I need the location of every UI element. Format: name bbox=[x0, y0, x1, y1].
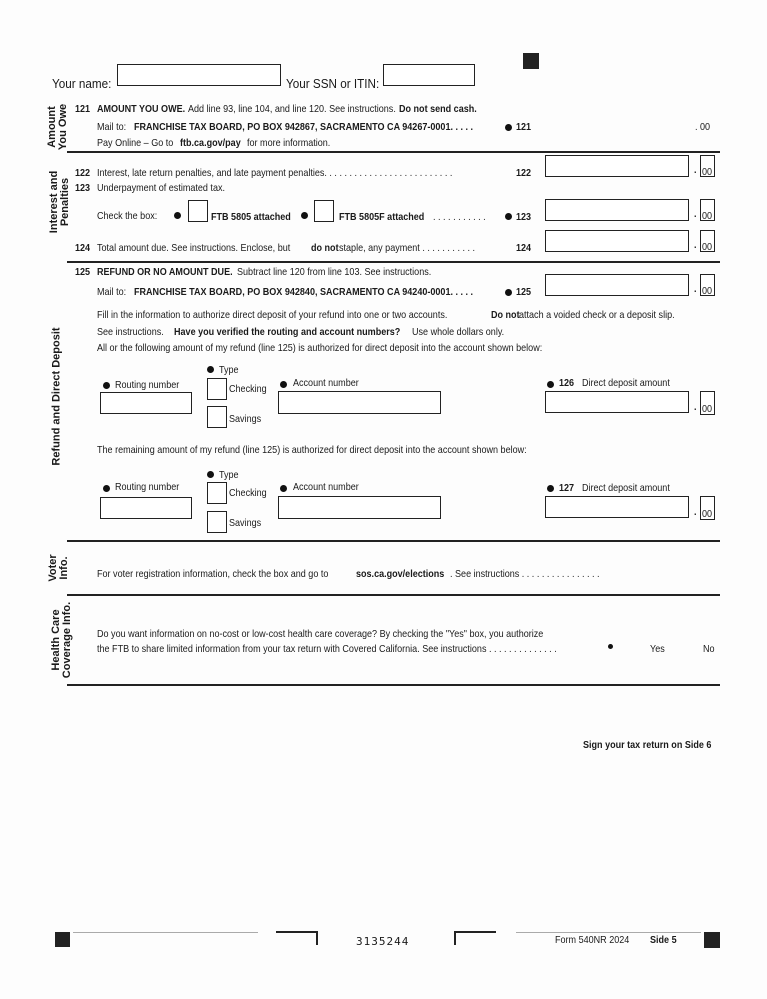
dd-remaining-text: The remaining amount of my refund (line 125) is authorized for direct deposit into the account shown below: bbox=[97, 444, 527, 456]
dd2-account-input[interactable] bbox=[278, 496, 441, 519]
dd-intro1-a: Fill in the information to authorize direct deposit of your refund into one or two accounts. bbox=[97, 309, 448, 321]
dd-intro2-b: Have you verified the routing and account numbers? bbox=[174, 326, 401, 338]
line126-label: Direct deposit amount bbox=[582, 377, 670, 389]
form-side: Side 5 bbox=[650, 934, 677, 946]
line123-opt1-label: FTB 5805 attached bbox=[211, 211, 291, 223]
bullet-icon bbox=[174, 212, 181, 219]
line121-ref: 121 bbox=[516, 121, 532, 133]
dd1-routing-label: Routing number bbox=[115, 379, 180, 391]
decimal-point: . bbox=[694, 401, 697, 413]
line124-text-b: do not bbox=[311, 242, 339, 254]
dd1-savings-label: Savings bbox=[229, 413, 262, 425]
line126-ref: 126 bbox=[559, 377, 575, 389]
dd-intro2-a: See instructions. bbox=[97, 326, 164, 338]
line121-warning: Do not send cash. bbox=[399, 103, 477, 115]
dd2-savings-label: Savings bbox=[229, 517, 262, 529]
bullet-icon bbox=[505, 213, 512, 220]
line121-pay-suffix: for more information. bbox=[247, 137, 331, 149]
line122-number: 122 bbox=[75, 167, 91, 179]
dd2-type-label: Type bbox=[219, 469, 239, 481]
line125-number: 125 bbox=[75, 266, 91, 278]
line122-cents: 00 bbox=[702, 166, 713, 178]
dd2-checking-label: Checking bbox=[229, 487, 267, 499]
ssn-label: Your SSN or ITIN: bbox=[286, 76, 380, 91]
divider bbox=[67, 151, 720, 153]
bullet-icon bbox=[207, 471, 214, 478]
section-amount-you-owe: Amount You Owe bbox=[46, 103, 69, 151]
dd1-account-input[interactable] bbox=[278, 391, 441, 414]
ssn-input[interactable] bbox=[383, 64, 475, 86]
line125-text: Subtract line 120 from line 103. See instructions. bbox=[237, 266, 432, 278]
line121-mail-address: FRANCHISE TAX BOARD, PO BOX 942867, SACRAMENTO CA 94267-0001. . . . . bbox=[134, 121, 474, 133]
section-refund-direct-deposit: Refund and Direct Deposit bbox=[50, 327, 63, 466]
dd1-checking-label: Checking bbox=[229, 383, 267, 395]
bullet-icon bbox=[280, 485, 287, 492]
line123-ref: 123 bbox=[516, 211, 532, 223]
line122-amount-input[interactable] bbox=[545, 155, 689, 177]
ftb5805f-checkbox[interactable] bbox=[314, 200, 334, 222]
form-name: Form 540NR 2024 bbox=[555, 934, 630, 946]
line127-amount-input[interactable] bbox=[545, 496, 689, 518]
voter-text-a: For voter registration information, check the box and go to bbox=[97, 568, 329, 580]
health-line2: the FTB to share limited information from your tax return with Covered California. See instructions . . . . . . . . . . . . . . bbox=[97, 643, 557, 655]
your-name-label: Your name: bbox=[52, 76, 112, 91]
line127-cents: 00 bbox=[702, 508, 713, 520]
bullet-icon bbox=[547, 381, 554, 388]
bullet-icon bbox=[207, 366, 214, 373]
decimal-point: . bbox=[694, 506, 697, 518]
line124-ref: 124 bbox=[516, 242, 532, 254]
divider bbox=[67, 261, 720, 263]
line121-text: Add line 93, line 104, and line 120. See instructions. bbox=[188, 103, 396, 115]
line124-text-c: staple, any payment . . . . . . . . . . . bbox=[339, 242, 476, 254]
corner-mark bbox=[454, 931, 496, 945]
line125-ref: 125 bbox=[516, 286, 532, 298]
line121-pay-url[interactable]: ftb.ca.gov/pay bbox=[180, 137, 241, 149]
bullet-icon bbox=[301, 212, 308, 219]
section-voter-info: Voter Info. bbox=[47, 554, 70, 582]
bullet-icon bbox=[505, 124, 512, 131]
ftb5805-checkbox[interactable] bbox=[188, 200, 208, 222]
line124-text-a: Total amount due. See instructions. Enclose, but bbox=[97, 242, 291, 254]
health-yes-label[interactable]: Yes bbox=[650, 643, 665, 655]
line123-cents: 00 bbox=[702, 210, 713, 222]
divider bbox=[67, 684, 720, 686]
dd1-type-label: Type bbox=[219, 364, 239, 376]
divider bbox=[73, 932, 258, 933]
line126-amount-input[interactable] bbox=[545, 391, 689, 413]
dd2-savings-checkbox[interactable] bbox=[207, 511, 227, 533]
line123-text: Underpayment of estimated tax. bbox=[97, 182, 225, 194]
line124-amount-input[interactable] bbox=[545, 230, 689, 252]
decimal-point: . bbox=[694, 164, 697, 176]
line122-text: Interest, late return penalties, and late payment penalties. . . . . . . . . . . . . . . . . . . . . . . . . . bbox=[97, 167, 453, 179]
divider bbox=[516, 932, 701, 933]
line123-dots: . . . . . . . . . . . bbox=[433, 211, 486, 223]
dd-intro1-b: Do not bbox=[491, 309, 520, 321]
divider bbox=[67, 540, 720, 542]
bullet-icon bbox=[505, 289, 512, 296]
line121-pay-prefix: Pay Online – Go to bbox=[97, 137, 174, 149]
health-line1: Do you want information on no-cost or low-cost health care coverage? By checking the "Yes" box, you authorize bbox=[97, 628, 544, 640]
line125-cents: 00 bbox=[702, 285, 713, 297]
voter-text-b: . See instructions . . . . . . . . . . . . . . . . bbox=[450, 568, 600, 580]
your-name-input[interactable] bbox=[117, 64, 281, 86]
line125-title: REFUND OR NO AMOUNT DUE. bbox=[97, 266, 233, 278]
line126-cents: 00 bbox=[702, 403, 713, 415]
bullet-icon bbox=[280, 381, 287, 388]
line121-number: 121 bbox=[75, 103, 91, 115]
line125-amount-input[interactable] bbox=[545, 274, 689, 296]
line127-label: Direct deposit amount bbox=[582, 482, 670, 494]
divider bbox=[67, 594, 720, 596]
bullet-icon bbox=[608, 644, 613, 649]
dd2-routing-label: Routing number bbox=[115, 481, 180, 493]
decimal-point: . bbox=[694, 283, 697, 295]
section-health-care: Health Care Coverage Info. bbox=[50, 601, 73, 679]
line122-ref: 122 bbox=[516, 167, 532, 179]
registration-mark bbox=[523, 53, 539, 69]
bullet-icon bbox=[103, 485, 110, 492]
line125-mail-label: Mail to: bbox=[97, 286, 127, 298]
line121-mail-label: Mail to: bbox=[97, 121, 127, 133]
corner-mark bbox=[276, 931, 318, 945]
line124-cents: 00 bbox=[702, 241, 713, 253]
sign-note: Sign your tax return on Side 6 bbox=[583, 739, 712, 751]
section-interest-penalties: Interest and Penalties bbox=[48, 170, 71, 234]
line123-amount-input[interactable] bbox=[545, 199, 689, 221]
dd2-routing-input[interactable] bbox=[100, 497, 192, 519]
registration-mark bbox=[704, 932, 720, 948]
voter-url[interactable]: sos.ca.gov/elections bbox=[356, 568, 445, 580]
dd1-checking-checkbox[interactable] bbox=[207, 378, 227, 400]
health-no-label[interactable]: No bbox=[703, 643, 715, 655]
dd-intro2-c: Use whole dollars only. bbox=[412, 326, 505, 338]
bullet-icon bbox=[103, 382, 110, 389]
line124-number: 124 bbox=[75, 242, 91, 254]
line125-mail-address: FRANCHISE TAX BOARD, PO BOX 942840, SACRAMENTO CA 94240-0001. . . . . bbox=[134, 286, 474, 298]
dd-intro3: All or the following amount of my refund (line 125) is authorized for direct deposit into the account shown below: bbox=[97, 342, 543, 354]
dd-intro1-c: attach a voided check or a deposit slip. bbox=[519, 309, 675, 321]
dd2-checking-checkbox[interactable] bbox=[207, 482, 227, 504]
dd1-account-label: Account number bbox=[293, 377, 359, 389]
line127-ref: 127 bbox=[559, 482, 575, 494]
decimal-point: . bbox=[694, 208, 697, 220]
decimal-point: . bbox=[694, 239, 697, 251]
dd2-account-label: Account number bbox=[293, 481, 359, 493]
line121-cents: . 00 bbox=[695, 121, 711, 133]
line123-check-label: Check the box: bbox=[97, 210, 158, 222]
line123-opt2-label: FTB 5805F attached bbox=[339, 211, 425, 223]
bullet-icon bbox=[547, 485, 554, 492]
barcode-number: 3135244 bbox=[356, 935, 410, 948]
registration-mark bbox=[55, 932, 70, 947]
dd1-routing-input[interactable] bbox=[100, 392, 192, 414]
line123-number: 123 bbox=[75, 182, 91, 194]
dd1-savings-checkbox[interactable] bbox=[207, 406, 227, 428]
line121-title: AMOUNT YOU OWE. bbox=[97, 103, 186, 115]
